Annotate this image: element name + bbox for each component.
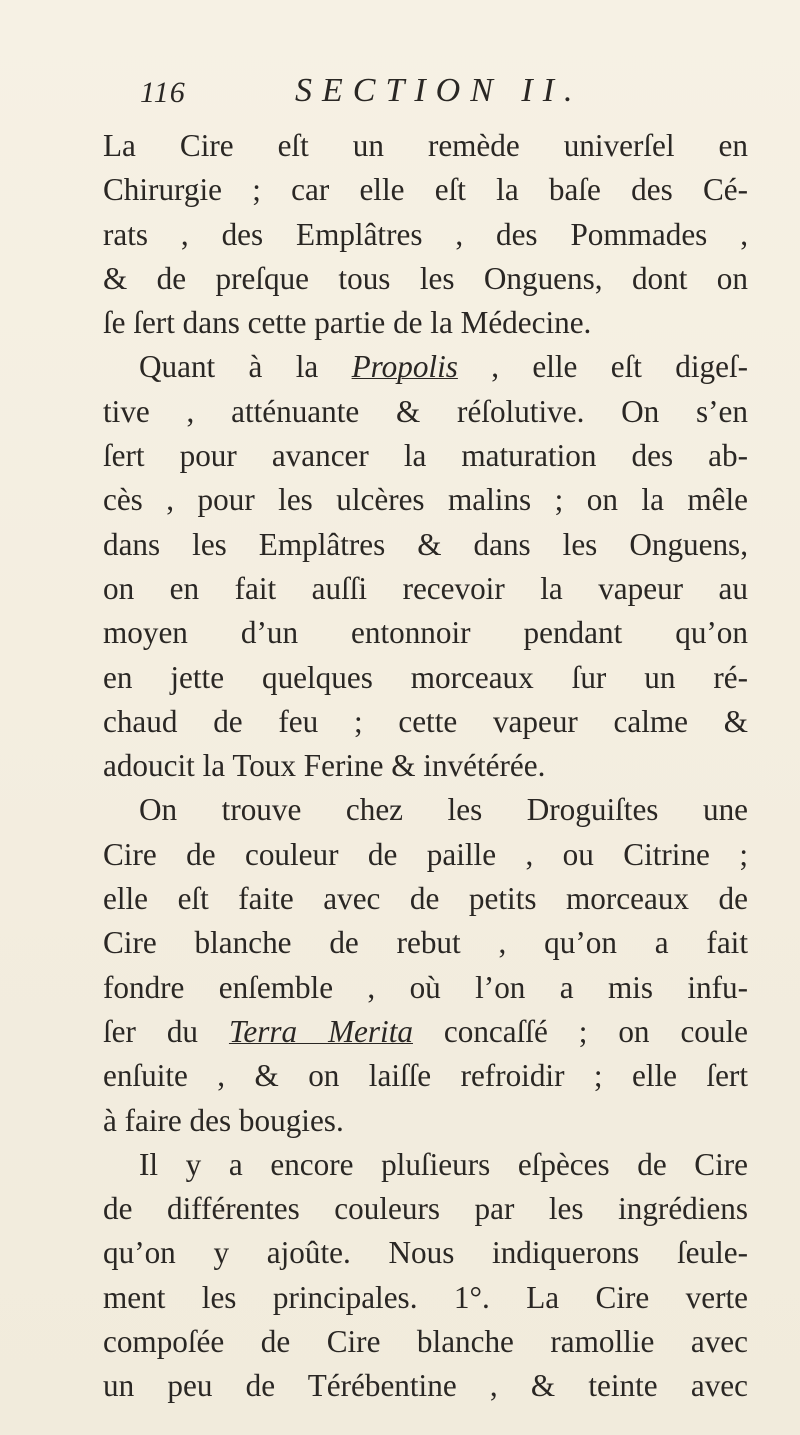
text-line: de différentes couleurs par les ingrédiens <box>103 1191 748 1227</box>
text-line: un peu de Térébentine , & teinte avec <box>103 1368 748 1404</box>
latin-term-terra-merita: Terra Merita <box>228 1013 413 1049</box>
running-head: SECTION II. <box>295 72 583 109</box>
text-line: chaud de feu ; cette vapeur calme & <box>103 703 748 739</box>
text-line: ment les principales. 1°. La Cire verte <box>103 1279 748 1315</box>
text-line: adoucit la Toux Ferine & invétérée. <box>103 748 546 784</box>
text-line: enſuite , & on laiſſe refroidir ; elle ſert <box>103 1058 748 1094</box>
page-number: 116 <box>140 76 186 109</box>
text-line: & de preſque tous les Onguens, dont on <box>103 260 748 296</box>
text-line: Quant à la Propolis , elle eſt digeſ- <box>139 349 748 385</box>
text-line: on en fait auſſi recevoir la vapeur au <box>103 570 748 606</box>
text-line: en jette quelques morceaux ſur un ré- <box>103 659 748 695</box>
text-line: compoſée de Cire blanche ramollie avec <box>103 1324 748 1360</box>
text-line: cès , pour les ulcères malins ; on la mêle <box>103 482 748 518</box>
text-line: à faire des bougies. <box>103 1102 344 1138</box>
text-line: moyen d’un entonnoir pendant qu’on <box>103 615 748 651</box>
text-line: ſert pour avancer la maturation des ab- <box>103 438 748 474</box>
text-line: dans les Emplâtres & dans les Onguens, <box>103 526 748 562</box>
body-text <box>103 124 748 1409</box>
text-line: Il y a encore pluſieurs eſpèces de Cire <box>139 1146 748 1182</box>
text-line: rats , des Emplâtres , des Pommades , <box>103 216 748 252</box>
text-line: fondre enſemble , où l’on a mis infu- <box>103 969 748 1005</box>
text-line: Cire blanche de rebut , qu’on a fait <box>103 925 748 961</box>
text-line: ſe ſert dans cette partie de la Médecine. <box>103 305 592 341</box>
text-line: ſer du Terra Merita concaſſé ; on coule <box>103 1013 748 1049</box>
latin-term-propolis: Propolis <box>351 349 458 385</box>
page-header <box>140 72 760 116</box>
text-line: tive , atténuante & réſolutive. On s’en <box>103 393 748 429</box>
text-line: La Cire eſt un remède univerſel en <box>103 128 748 163</box>
text-line: elle eſt faite avec de petits morceaux de <box>103 881 748 917</box>
text-line: Chirurgie ; car elle eſt la baſe des Cé- <box>103 172 748 208</box>
text-line: On trouve chez les Droguiſtes une <box>139 792 748 828</box>
text-line: Cire de couleur de paille , ou Citrine ; <box>103 836 748 872</box>
text-line: qu’on y ajoûte. Nous indiquerons ſeule- <box>103 1235 748 1271</box>
